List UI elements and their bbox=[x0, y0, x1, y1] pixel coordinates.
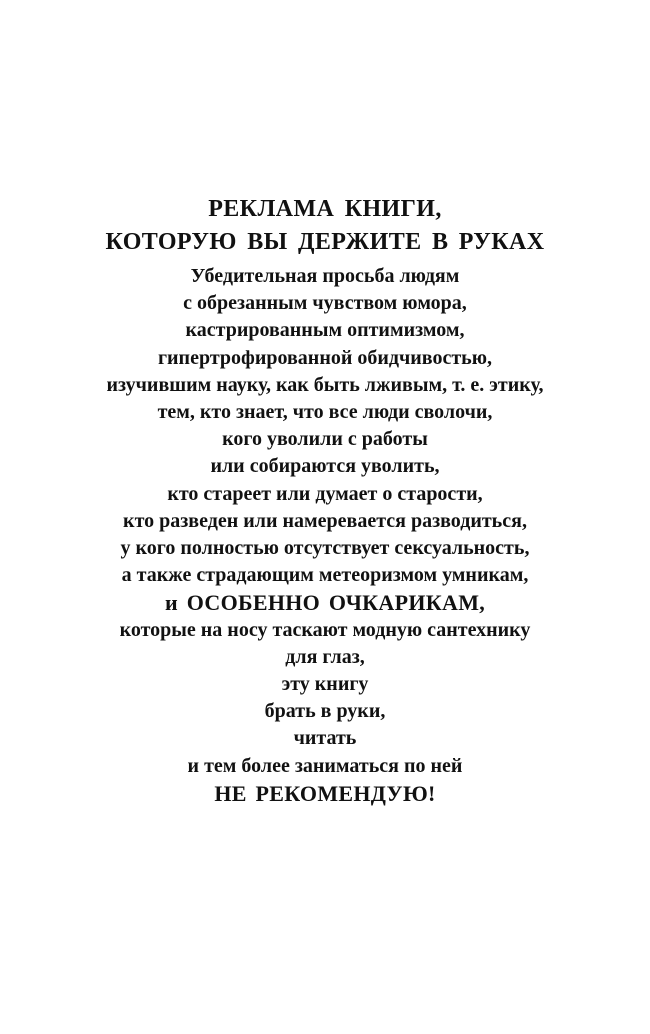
body-line-11: у кого полностью отсутствует сексуальность, bbox=[120, 537, 530, 560]
body-line-16: эту книгу bbox=[281, 673, 369, 696]
body-line-6: тем, кто знает, что все люди сволочи, bbox=[157, 401, 493, 424]
body-line-12: а также страдающим метеоризмом умникам, bbox=[121, 564, 529, 587]
body-line-17: брать в руки, bbox=[264, 700, 386, 723]
body-line-9: кто стареет или думает о старости, bbox=[167, 482, 483, 505]
body-line-14: которые на носу таскают модную сантехнику bbox=[119, 618, 531, 641]
body-line-4: гипертрофированной обидчивостью, bbox=[157, 346, 493, 369]
title-line-2: КОТОРУЮ ВЫ ДЕРЖИТЕ В РУКАХ bbox=[105, 229, 545, 255]
body-line-10: кто разведен или намеревается разводиться, bbox=[123, 509, 527, 532]
page-title bbox=[0, 193, 650, 259]
body-text bbox=[0, 263, 650, 807]
title-line-1: РЕКЛАМА КНИГИ, bbox=[208, 196, 442, 222]
body-line-3: кастрированным оптимизмом, bbox=[185, 319, 465, 342]
body-line-1: Убедительная просьба людям bbox=[190, 265, 460, 287]
body-line-13-emphasis: и ОСОБЕННО ОЧКАРИКАМ, bbox=[164, 590, 486, 616]
body-line-8: или собираются уволить, bbox=[210, 455, 440, 478]
body-line-15: для глаз, bbox=[285, 645, 365, 668]
body-line-2: с обрезанным чувством юмора, bbox=[183, 292, 467, 315]
body-line-19: и тем более заниматься по ней bbox=[187, 754, 463, 777]
body-line-7: кого уволили с работы bbox=[222, 428, 428, 451]
body-line-18: читать bbox=[293, 727, 357, 750]
body-line-5: изучившим науку, как быть лживым, т. е. этику, bbox=[106, 373, 544, 396]
body-line-20-conclusion: НЕ РЕКОМЕНДУЮ! bbox=[214, 780, 436, 806]
